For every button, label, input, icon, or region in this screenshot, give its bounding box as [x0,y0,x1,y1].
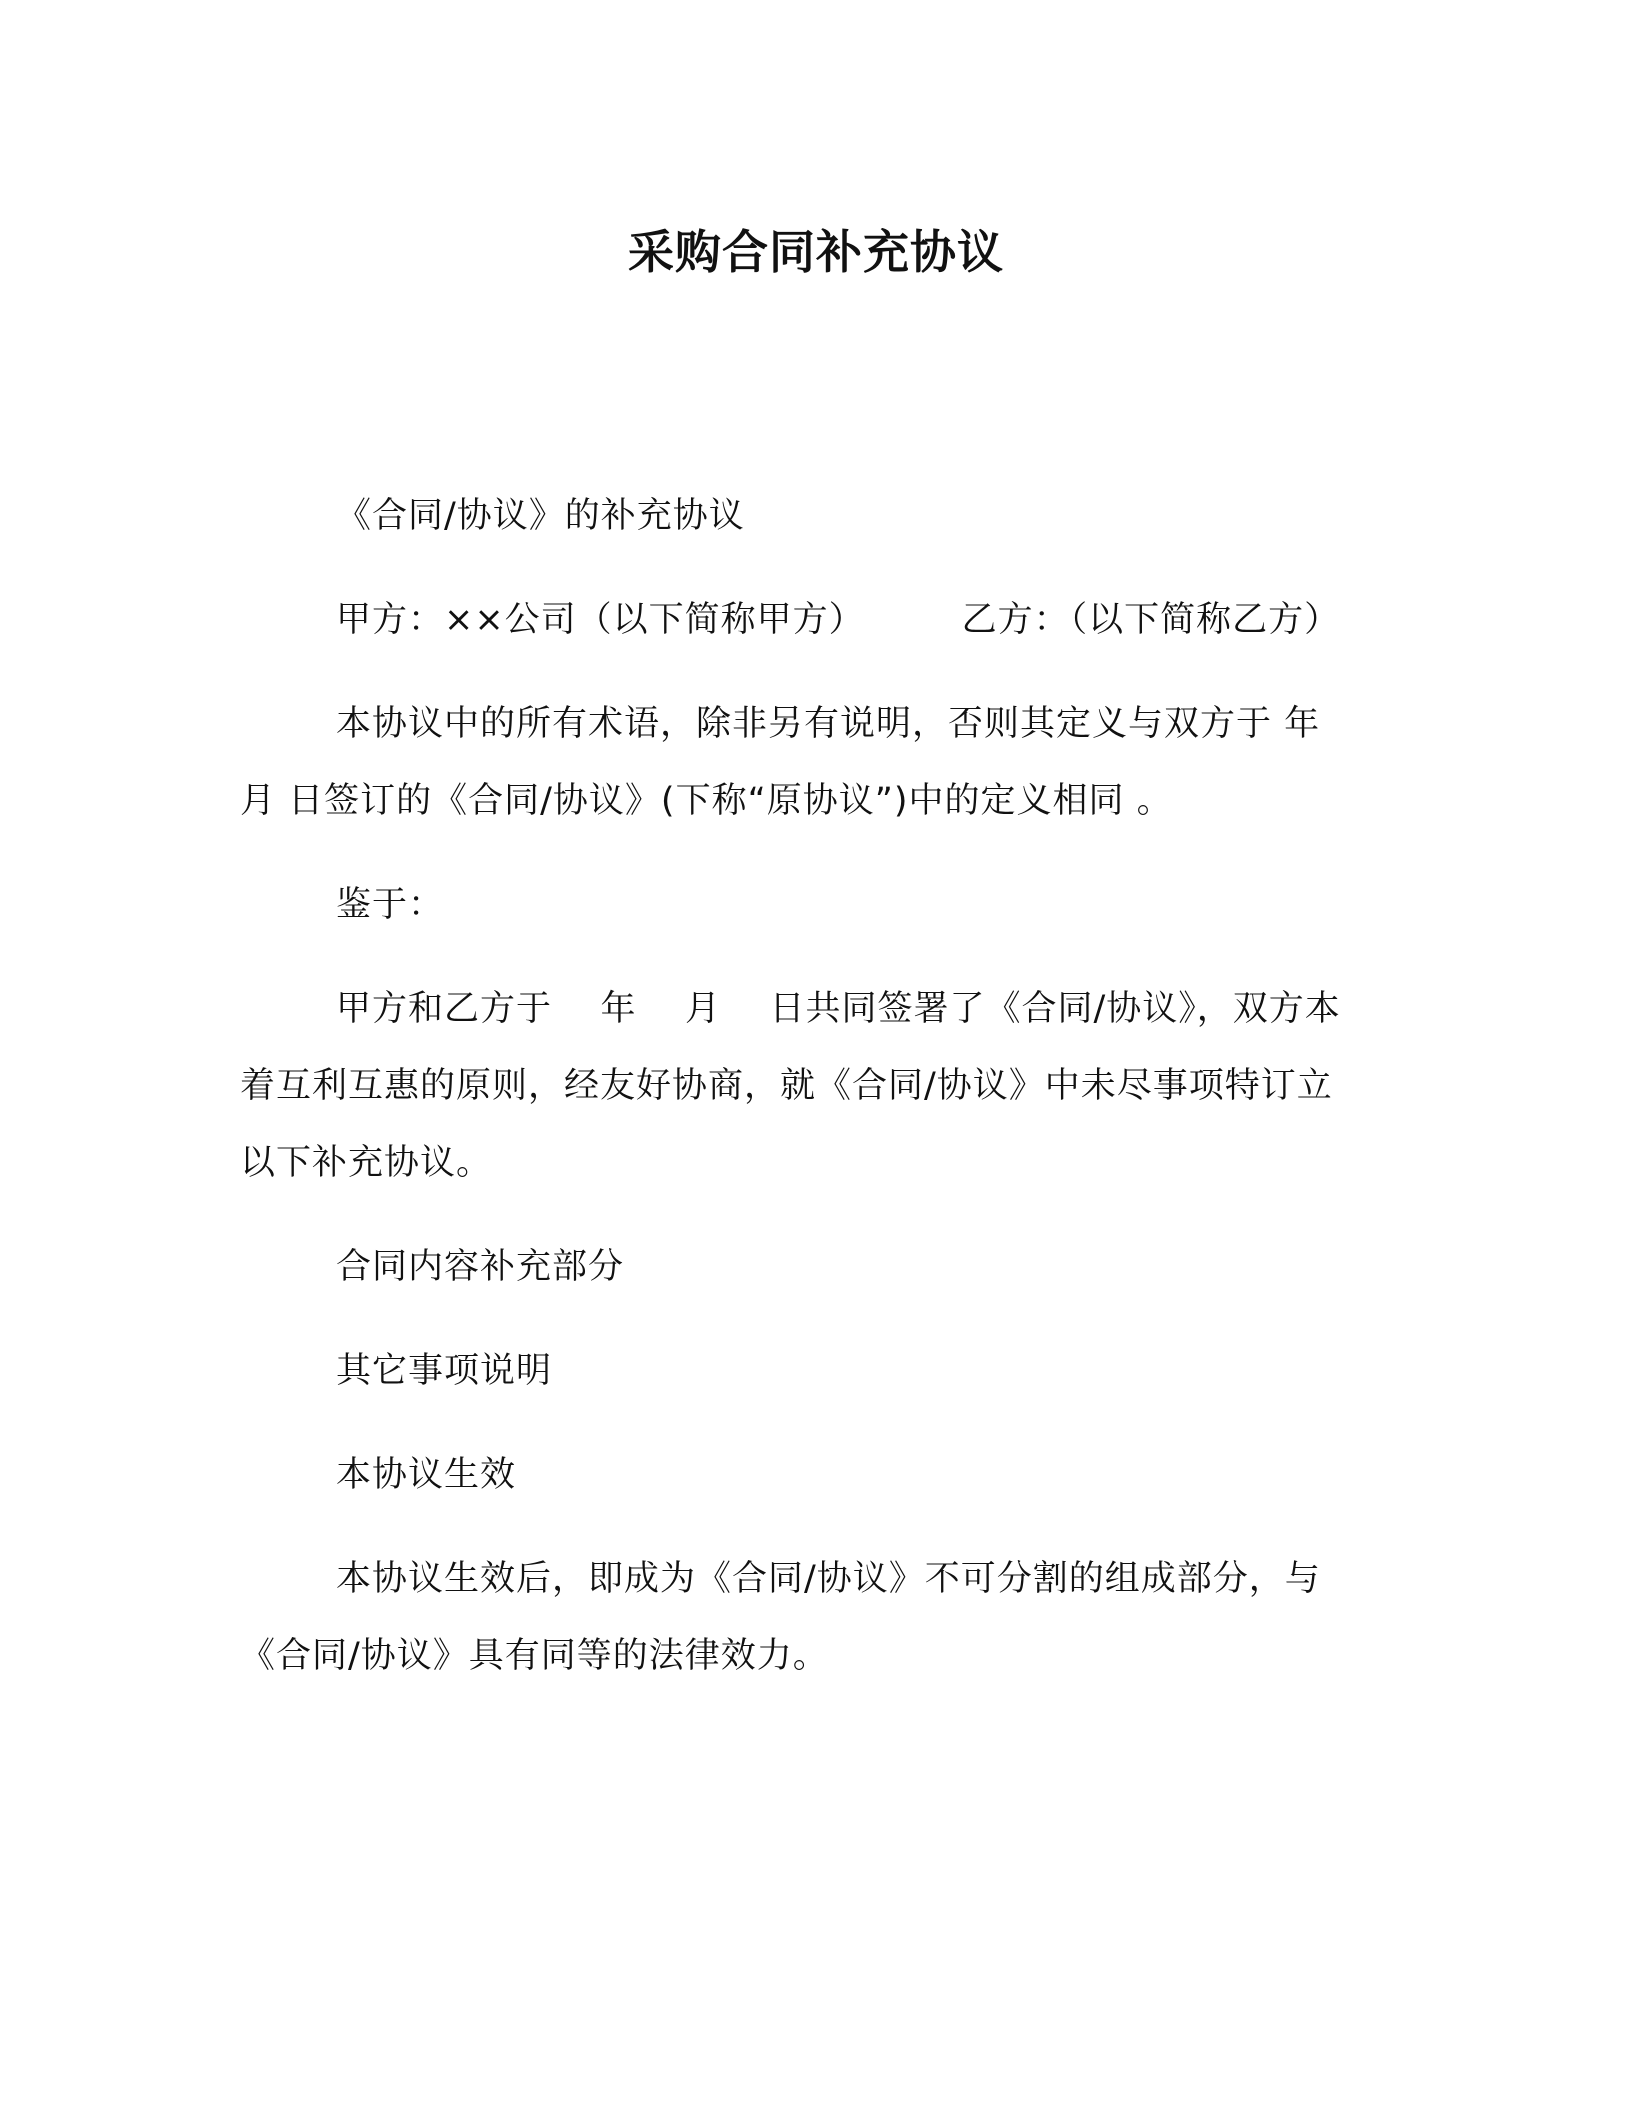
paragraph-background: 甲方和乙方于 年 月 日共同签署了《合同/协议》，双方本着互利互惠的原则，经友好协商，就《合同/协议》中未尽事项特订立以下补充协议。 [240,989,1341,1183]
paragraph-other-matters: 其它事项说明 [336,1351,553,1391]
paragraph-effectiveness: 本协议生效后，即成为《合同/协议》不可分割的组成部分，与《合同/协议》具有同等的法律效力。 [240,1559,1321,1676]
paragraph-terms: 本协议中的所有术语，除非另有说明，否则其定义与双方于 年 月 日签订的《合同/协议》(下称“原协议”)中的定义相同 。 [240,704,1333,821]
paragraph-whereas: 鉴于： [336,885,445,925]
document-title: 采购合同补充协议 [628,225,1004,279]
paragraph-parties: 甲方：××公司（以下简称甲方） 乙方：（以下简称乙方） [336,600,1341,640]
document-body [240,478,1368,1695]
paragraph-effectiveness-heading: 本协议生效 [336,1455,517,1495]
paragraph-content-supplement: 合同内容补充部分 [336,1247,625,1287]
paragraph-agreement-name: 《合同/协议》的补充协议 [336,496,745,536]
